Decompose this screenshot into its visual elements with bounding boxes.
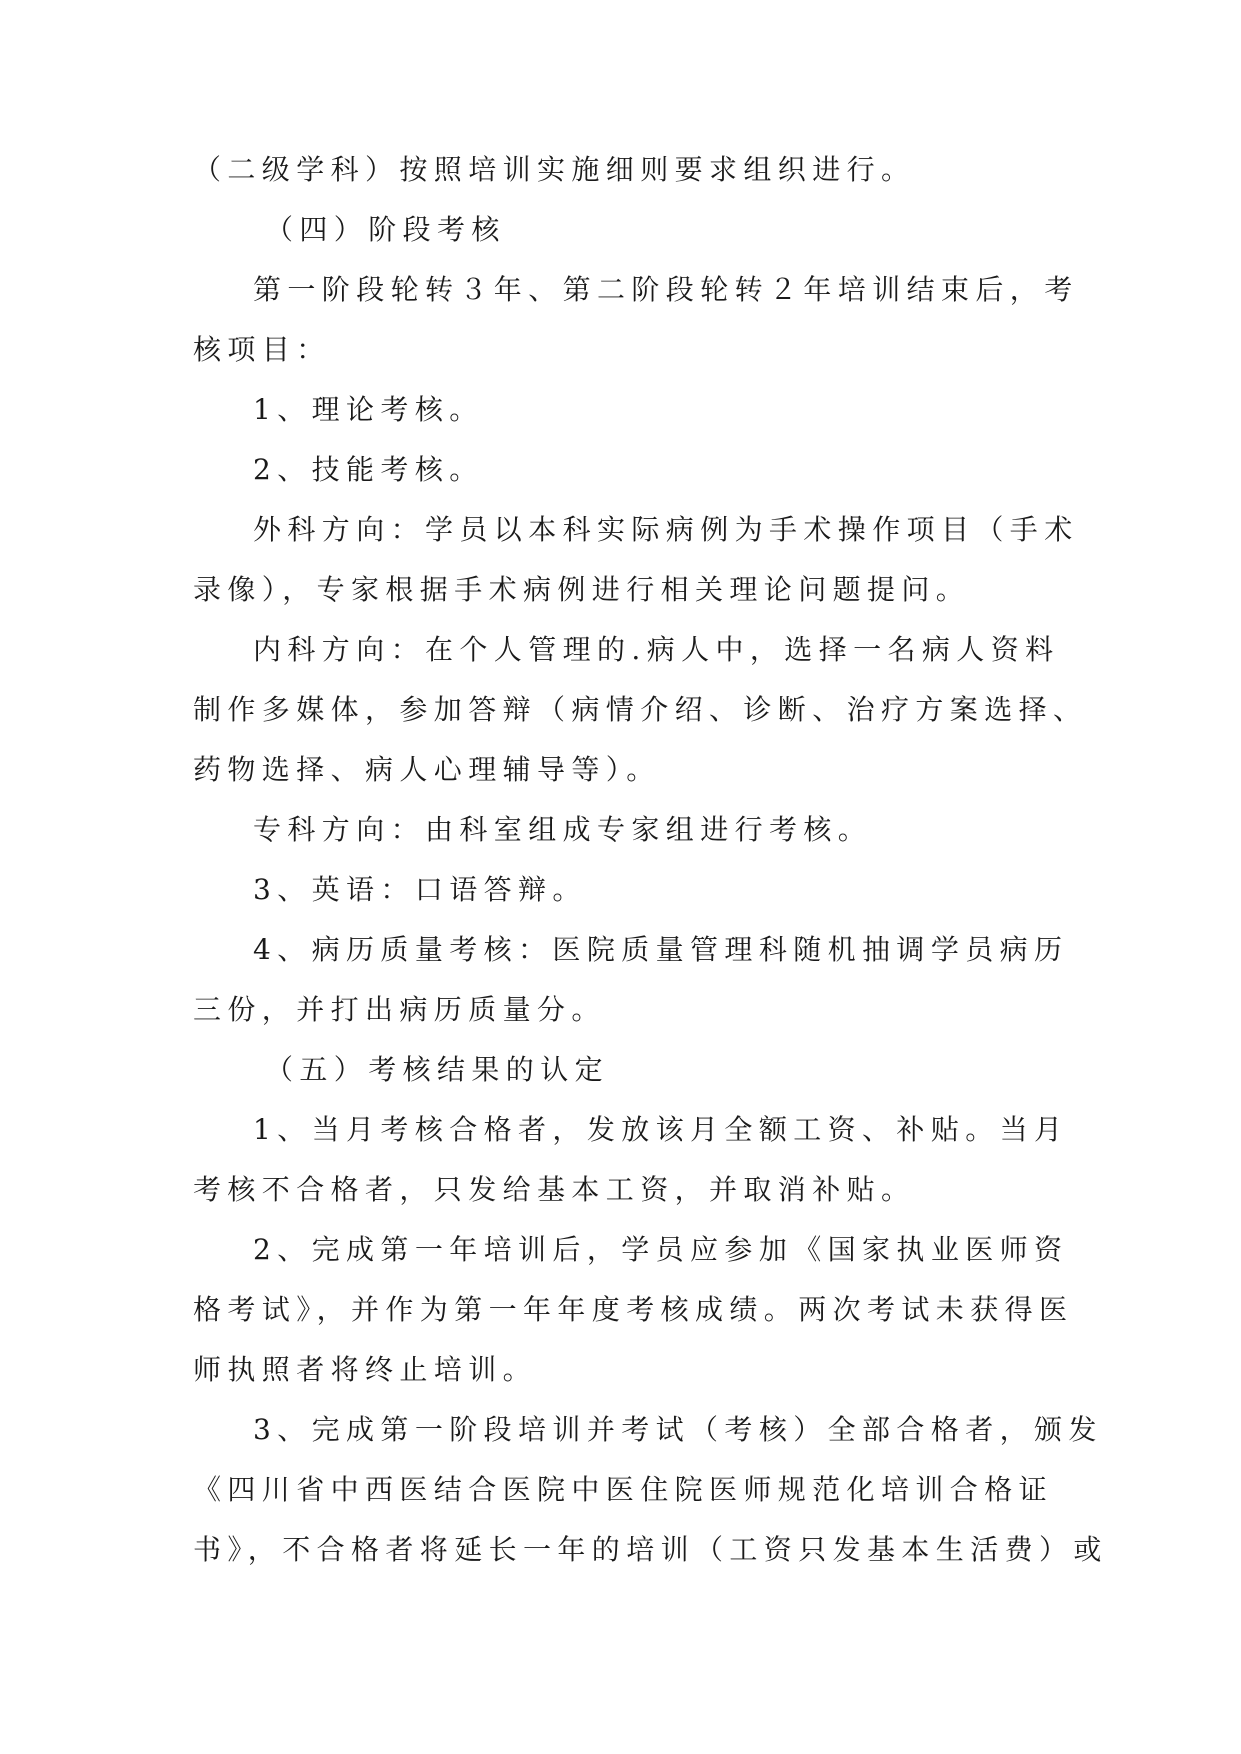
text-line: 《四川省中西医结合医院中医住院医师规范化培训合格证: [193, 1473, 1054, 1506]
text-line: （二级学科）按照培训实施细则要求组织进行。: [193, 153, 916, 186]
list-item: 1、当月考核合格者，发放该月全额工资、补贴。当月: [253, 1113, 1069, 1146]
list-item: 2、完成第一年培训后，学员应参加《国家执业医师资: [253, 1233, 1069, 1266]
text-line: 药物选择、病人心理辅导等）。: [193, 753, 661, 786]
list-item: 4、病历质量考核：医院质量管理科随机抽调学员病历: [253, 933, 1069, 966]
text-line: 专科方向：由科室组成专家组进行考核。: [253, 813, 873, 846]
text-line: 师执照者将终止培训。: [193, 1353, 538, 1386]
text-line: 外科方向：学员以本科实际病例为手术操作项目（手术: [253, 513, 1079, 546]
section-heading: （四）阶段考核: [265, 213, 506, 246]
list-item: 3、完成第一阶段培训并考试（考核）全部合格者，颁发: [253, 1413, 1103, 1446]
list-item: 1、理论考核。: [253, 393, 484, 426]
text-line: 第一阶段轮转３年、第二阶段轮转２年培训结束后，考: [253, 273, 1079, 306]
text-line: 考核不合格者，只发给基本工资，并取消补贴。: [193, 1173, 916, 1206]
text-line: 三份，并打出病历质量分。: [193, 993, 606, 1026]
text-line: 核项目：: [193, 333, 331, 366]
text-line: 内科方向：在个人管理的.病人中，选择一名病人资料: [253, 633, 1060, 666]
list-item: 2、技能考核。: [253, 453, 484, 486]
text-line: 录像），专家根据手术病例进行相关理论问题提问。: [193, 573, 971, 606]
list-item: 3、英语：口语答辩。: [253, 873, 587, 906]
text-line: 制作多媒体，参加答辩（病情介绍、诊断、治疗方案选择、: [193, 693, 1088, 726]
section-heading: （五）考核结果的认定: [265, 1053, 610, 1086]
text-line: 书》，不合格者将延长一年的培训（工资只发基本生活费）或: [193, 1533, 1108, 1566]
text-line: 格考试》，并作为第一年年度考核成绩。两次考试未获得医: [193, 1293, 1074, 1326]
